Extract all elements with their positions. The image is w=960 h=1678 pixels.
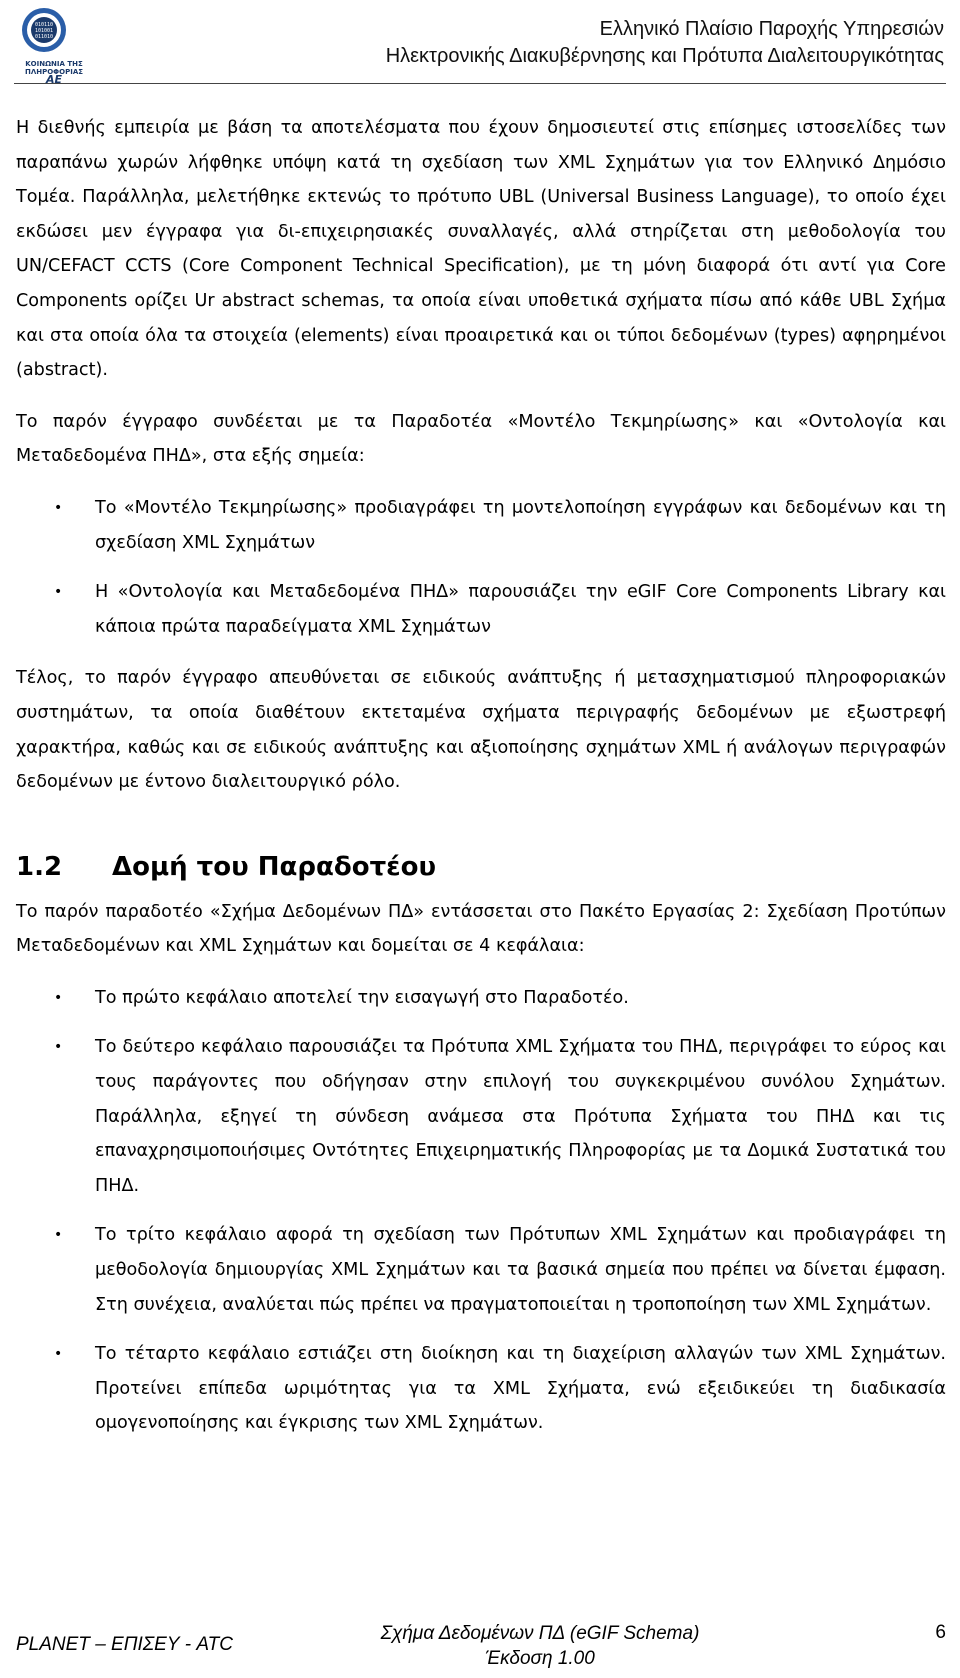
bullet-icon: • (54, 1039, 63, 1056)
page-number: 6 (935, 1622, 946, 1643)
footer-version: Έκδοση 1.00 (485, 1648, 595, 1669)
list-item (16, 981, 946, 1016)
list-item (16, 491, 946, 560)
svg-text:010110: 010110 (34, 22, 54, 28)
section-heading (16, 847, 946, 887)
logo-text: ΚΟΙΝΩΝΙΑ ΤΗΣ ΠΛΗΡΟΦΟΡΙΑΣ (24, 60, 84, 76)
related-deliverables-list (16, 491, 946, 644)
paragraph-related-deliverables: Το παρόν έγγραφο συνδέεται με τα Παραδοτέα «Μοντέλο Τεκμηρίωσης» και «Οντολογία και Μεταδεδομένα ΠΗΔ», στα εξής σημεία: (16, 411, 946, 467)
footer-project: PLANET – ΕΠΙΣΕΥ - ATC (16, 1634, 233, 1655)
paragraph-deliverable-structure: Το παρόν παραδοτέο «Σχήμα Δεδομένων ΠΔ» εντάσσεται στο Πακέτο Εργασίας 2: Σχεδίαση Προτύπων Μεταδεδομένων και XML Σχημάτων και δομείται σε 4 κεφάλαια: (16, 901, 946, 957)
page-header (0, 0, 960, 90)
paragraph-international-experience: Η διεθνής εμπειρία με βάση τα αποτελέσματα που έχουν δημοσιευτεί στις επίσημες ιστοσελίδες των παραπάνω χωρών λήφθηκε υπόψη κατά τη σχεδίαση των XML Σχημάτων για τον Ελληνικό Δημόσιο Τομέα. Παράλληλα, μελετήθηκε εκτενώς το πρότυπο UBL (Universal Business Language), το οποίο έχει εκδώσει μεν έγγραφα για δι-επιχειρησιακές συναλλαγές, αλλά στηρίζεται στη μεθοδολογία του UN/CEFACT CCTS (Core Component Technical Specification), με τη μόνη διαφορά ότι αντί για Core Components ορίζει Ur abstract schemas, τα οποία είναι υποθετικά σχήματα πίσω από κάθε UBL Σχήμα και στα οποία όλα τα στοιχεία (elements) είναι προαιρετικά και οι τύποι δεδομένων (types) αφηρημένοι (abstract). (16, 118, 946, 381)
bullet-icon: • (54, 1227, 63, 1244)
header-title-line1: Ελληνικό Πλαίσιο Παροχής Υπηρεσιών (599, 18, 944, 40)
list-item (16, 1218, 946, 1322)
list-item-text: Το πρώτο κεφάλαιο αποτελεί την εισαγωγή στο Παραδοτέο. (95, 987, 629, 1008)
list-item (16, 1030, 946, 1203)
chapters-list (16, 981, 946, 1441)
section-number: 1.2 (16, 851, 63, 882)
bullet-icon: • (54, 584, 63, 601)
svg-text:011010: 011010 (34, 34, 54, 40)
header-title (386, 16, 944, 70)
header-divider (14, 83, 946, 84)
list-item-text: Το «Μοντέλο Τεκμηρίωσης» προδιαγράφει τη μοντελοποίηση εγγράφων και δεδομένων και τη σχεδίαση XML Σχημάτων (95, 497, 946, 553)
paragraph-audience: Τέλος, το παρόν έγγραφο απευθύνεται σε ειδικούς ανάπτυξης ή μετασχηματισμού πληροφοριακών συστημάτων, τα οποία διαθέτουν εκτεταμένα σχήματα περιγραφής δεδομένων με εξωστρεφή χαρακτήρα, καθώς και σε ειδικούς ανάπτυξης και αξιοποίησης σχημάτων XML ή ανάλογων περιγραφών δεδομένων με έντονο διαλειτουργικό ρόλο. (16, 668, 946, 793)
section-title: Δομή του Παραδοτέου (112, 851, 437, 882)
list-item-text: Το τρίτο κεφάλαιο αφορά τη σχεδίαση των Πρότυπων XML Σχημάτων και προδιαγράφει τη μεθοδολογία δημιουργίας XML Σχημάτων και τα βασικά σημεία που πρέπει να δίνεται έμφαση. Στη συνέχεια, αναλύεται πώς πρέπει να πραγματοποιείται η τροποποίηση των XML Σχημάτων. (95, 1225, 946, 1315)
header-title-line2: Ηλεκτρονικής Διακυβέρνησης και Πρότυπα Διαλειτουργικότητας (385, 45, 944, 67)
bullet-icon: • (54, 499, 63, 516)
document-body (16, 111, 946, 1458)
list-item (16, 575, 946, 644)
logo-ae: ΑΕ (45, 73, 63, 86)
list-item-text: Η «Οντολογία και Μεταδεδομένα ΠΗΔ» παρουσιάζει την eGIF Core Components Library και κάποια πρώτα παραδείγματα XML Σχημάτων (95, 582, 946, 637)
list-item (16, 1337, 946, 1441)
bullet-icon: • (54, 1346, 63, 1363)
footer-document-title (340, 1621, 740, 1671)
bullet-icon: • (54, 989, 63, 1006)
footer-document-name: Σχήμα Δεδομένων ΠΔ (eGIF Schema) (380, 1623, 700, 1644)
svg-text:101001: 101001 (34, 28, 54, 34)
logo-caption (14, 60, 94, 84)
list-item-text: Το δεύτερο κεφάλαιο παρουσιάζει τα Πρότυπα XML Σχήματα του ΠΗΔ, περιγράφει το εύρος και τους παράγοντες που οδήγησαν στην επιλογή του συγκεκριμένου συνόλου Σχημάτων. Παράλληλα, εξηγεί τη σύνδεση ανάμεσα στα Πρότυπα Σχήματα του ΠΗΔ και τις επαναχρησιμοποιήσιμες Οντότητες Επιχειρηματικής Πληροφορίας με τα Δομικά Συστατικά του ΠΗΔ. (95, 1037, 946, 1196)
list-item-text: Το τέταρτο κεφάλαιο εστιάζει στη διοίκηση και τη διαχείριση αλλαγών των XML Σχημάτων. Προτείνει επίπεδα ωριμότητας για τα XML Σχήματα, ενώ εξειδικεύει τη διαδικασία ομογενοποίησης και έγκρισης των XML Σχημάτων. (95, 1344, 946, 1434)
